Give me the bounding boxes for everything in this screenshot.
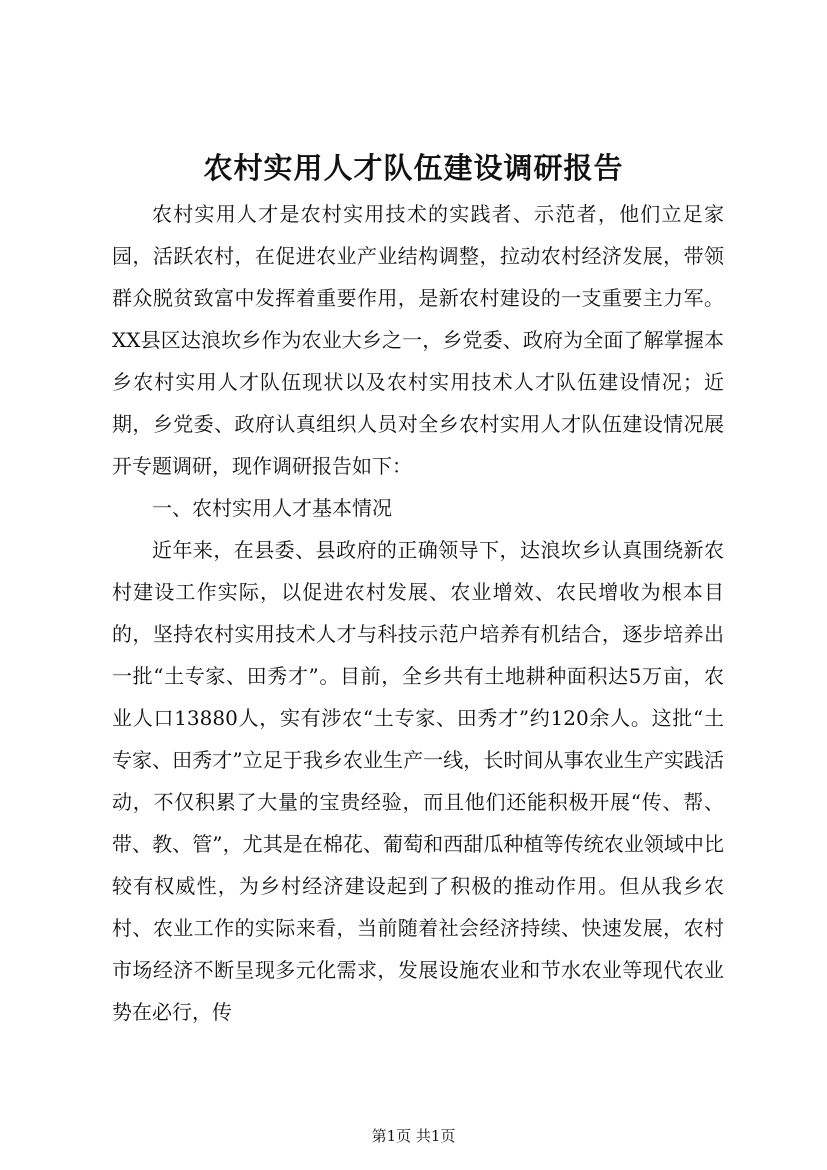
paragraph-intro: 农村实用人才是农村实用技术的实践者、示范者，他们立足家园，活跃农村，在促进农业产业结构调整，拉动农村经济发展，带领群众脱贫致富中发挥着重要作用，是新农村建设的一支重要主力军。XX县区达浪坎乡作为农业大乡之一，乡党委、政府为全面了解掌握本乡农村实用人才队伍现状以及农村实用技术人才队伍建设情况；近期，乡党委、政府认真组织人员对全乡农村实用人才队伍建设情况展开专题调研，现作调研报告如下： (112, 202, 724, 478)
section-heading: 一、农村实用人才基本情况 (152, 496, 392, 520)
document-body (112, 193, 724, 1033)
page-footer: 第1页 共1页 (371, 1127, 456, 1145)
document-title: 农村实用人才队伍建设调研报告 (203, 151, 624, 185)
paragraph-basic-situation: 近年来，在县委、县政府的正确领导下，达浪坎乡认真围绕新农村建设工作实际，以促进农村发展、农业增效、农民增收为根本目的，坚持农村实用技术人才与科技示范户培养有机结合，逐步培养出一批“土专家、田秀才”。目前，全乡共有土地耕种面积达5万亩，农业人口13880人，实有涉农“土专家、田秀才”约120余人。这批“土专家、田秀才”立足于我乡农业生产一线，长时间从事农业生产实践活动，不仅积累了大量的宝贵经验，而且他们还能积极开展“传、帮、带、教、管”，尤其是在棉花、葡萄和西甜瓜种植等传统农业领域中比较有权威性，为乡村经济建设起到了积极的推动作用。但从我乡农村、农业工作的实际来看，当前随着社会经济持续、快速发展，农村市场经济不断呈现多元化需求，发展设施农业和节水农业等现代农业势在必行，传 (112, 538, 724, 1024)
